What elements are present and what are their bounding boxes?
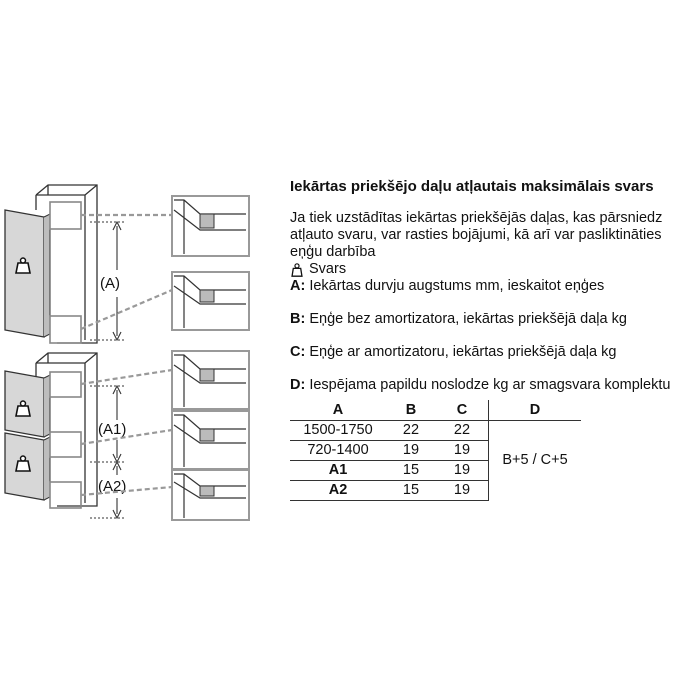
detail-box-3 (172, 351, 249, 409)
intro-paragraph: Ja tiek uzstādītas iekārtas priekšējās daļas, kas pārsniedz atļauto svaru, var rasties bojājumi, kā arī var pasliktināties eņģu darbība (290, 210, 663, 260)
upper-hinge-marker (50, 202, 81, 229)
upper-door (5, 210, 50, 337)
legend-b-text: Eņģe bez amortizatora, iekārtas priekšējā daļa kg (309, 311, 627, 327)
installation-diagram (0, 0, 280, 700)
detail-box-1 (172, 196, 249, 256)
hinge-marker-middle (50, 432, 81, 457)
table-header: D (489, 400, 582, 421)
table-cell: A2 (290, 481, 386, 501)
weight-label: Svars (309, 261, 347, 277)
table-cell: A1 (290, 461, 386, 481)
legend-d (290, 377, 690, 394)
dimension-a-label: (A) (100, 275, 120, 292)
table-header: B (386, 400, 436, 421)
table-cell: 720-1400 (290, 441, 386, 461)
legend-a-key: A: (290, 278, 306, 294)
hinge-marker-top (50, 372, 81, 397)
table-header-row (290, 400, 581, 421)
table-cell: 19 (386, 441, 436, 461)
detail-box-4 (172, 411, 249, 469)
table-header: A (290, 400, 386, 421)
table-cell-d-value: B+5 / C+5 (502, 452, 568, 469)
table-row (290, 421, 581, 441)
legend-b-key: B: (290, 311, 306, 327)
legend-c (290, 344, 690, 361)
legend-d-text: Iespējama papildu noslodze kg ar smagsvara komplektu (309, 377, 671, 393)
table-cell: 15 (386, 461, 436, 481)
upper-fridge-door (5, 371, 50, 437)
dimension-a1-label: (A1) (98, 421, 127, 438)
dimension-a2-label: (A2) (98, 478, 127, 495)
legend-d-key: D: (290, 377, 306, 393)
table-cell: 1500-1750 (290, 421, 386, 441)
weight-table (290, 400, 581, 501)
weight-icon (290, 263, 304, 277)
legend-c-key: C: (290, 344, 306, 360)
weight-legend (290, 261, 690, 278)
legend-c-text: Eņģe ar amortizatoru, iekārtas priekšējā daļa kg (309, 344, 617, 360)
hinge-marker-bottom (50, 482, 81, 508)
table-cell: 19 (436, 461, 489, 481)
legend-a-text: Iekārtas durvju augstums mm, ieskaitot eņģes (309, 278, 605, 294)
table-cell: 22 (436, 421, 489, 441)
dimension-a1-a2 (90, 386, 125, 518)
lower-hinge-marker (50, 316, 81, 343)
text-panel (290, 178, 690, 501)
detail-box-5 (172, 470, 249, 520)
legend-b (290, 311, 690, 328)
table-cell: 19 (436, 441, 489, 461)
table-cell: 19 (436, 481, 489, 501)
table-cell: 15 (386, 481, 436, 501)
table-header: C (436, 400, 489, 421)
table-cell: 22 (386, 421, 436, 441)
page-title: Iekārtas priekšējo daļu atļautais maksimālais svars (290, 178, 654, 195)
lower-freezer-door (5, 433, 50, 500)
detail-box-2 (172, 272, 249, 330)
legend-a (290, 278, 690, 295)
